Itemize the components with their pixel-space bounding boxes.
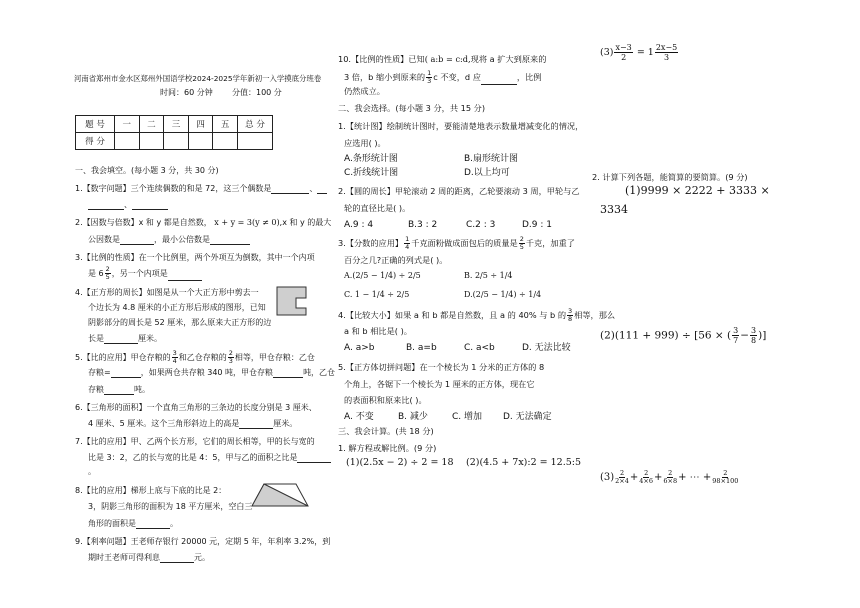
answer-blank[interactable] bbox=[317, 184, 327, 194]
exam-title: 河南省郑州市金水区郑州外国语学校2024-2025学年新初一入学摸底分班卷 bbox=[74, 74, 322, 83]
question-10: 10.【比例的性质】已知( a:b = c:d,现将 a 扩大到原来的 bbox=[338, 54, 547, 64]
answer-blank[interactable] bbox=[271, 184, 309, 194]
choice-question-4: 4.【比较大小】如果 a 和 b 都是自然数，且 a 的 40% 与 b 的 $\frac{3}{8}$ 相等，那么 bbox=[338, 307, 616, 323]
score-cell: 四 bbox=[188, 116, 213, 133]
answer-blank[interactable] bbox=[160, 553, 194, 563]
score-cell: 三 bbox=[164, 116, 189, 133]
score-cell: 总 分 bbox=[238, 116, 273, 133]
choice-question-5: 5.【正方体切拼问题】在一个棱长为 1 分米的正方体的 8 bbox=[338, 362, 545, 372]
question-7: 7.【比的应用】甲、乙两个长方形，它们的周长相等，甲的长与宽的 bbox=[75, 437, 315, 446]
calc-3: (3) $\frac{2}{2\times 4}$ + $\frac{2}{4\times 6}$ + $\frac{2}{6\times 8}$ + ⋯ + $\frac{2}{98\times 100}$ bbox=[600, 469, 739, 485]
answer-blank[interactable] bbox=[104, 334, 138, 344]
score-input[interactable] bbox=[188, 133, 213, 150]
option-a[interactable]: A.(2/5 − 1/4) ÷ 2/5 bbox=[344, 271, 421, 280]
question-6: 6.【三角形的面积】一个直角三角形的三条边的长度分别是 3 厘米、 bbox=[75, 403, 317, 412]
question-4-line: 长是 厘米。 bbox=[88, 334, 162, 343]
choice-question-3: 3.【分数的应用】 $\frac{1}{4}$ 千克面粉做成面包后的质量是 $\frac{2}{5}$ 千克，加重了 bbox=[338, 235, 575, 251]
choice-question-2: 2.【圆的周长】甲轮滚动 2 周的距离，乙轮要滚动 3 周，甲轮与乙 bbox=[338, 186, 580, 196]
answer-blank[interactable] bbox=[136, 519, 170, 529]
equation-heading: 1. 解方程或解比例。(9 分) bbox=[338, 443, 437, 453]
option-c[interactable]: C. a<b bbox=[464, 343, 495, 353]
score-input[interactable] bbox=[115, 133, 140, 150]
question-10-end: 仍然成立。 bbox=[344, 86, 385, 96]
score-cell: 题 号 bbox=[76, 116, 115, 133]
answer-blank[interactable] bbox=[111, 368, 141, 378]
choice-question-2-cont: 轮的直径比是( )。 bbox=[344, 203, 411, 213]
question-8-line: 角形的面积是 。 bbox=[88, 519, 178, 528]
question-5-cont: 存粮= ，如果两仓共存粮 340 吨，甲仓存粮 吨，乙仓 bbox=[88, 368, 336, 377]
question-4-line: 阴影部分的周长是 52 厘米，那么原来大正方形的边 bbox=[88, 318, 272, 327]
exam-score: 分值：100 分 bbox=[232, 88, 282, 97]
answer-blank[interactable] bbox=[297, 453, 331, 463]
score-input[interactable] bbox=[139, 133, 164, 150]
answer-blank[interactable] bbox=[104, 385, 134, 395]
section-heading: 一、我会填空。(每小题 3 分，共 30 分) bbox=[75, 166, 219, 175]
question-2-cont: 公因数是 ，最小公倍数是 bbox=[88, 234, 250, 245]
section-heading: 二、我会选择。(每小题 3 分，共 15 分) bbox=[338, 103, 486, 113]
score-input[interactable] bbox=[238, 133, 273, 150]
question-4: 4.【正方形的周长】如图是从一个大正方形中剪去一 bbox=[75, 288, 259, 297]
score-cell: 二 bbox=[139, 116, 164, 133]
option-c[interactable]: C. 1 − 1/4 ÷ 2/5 bbox=[344, 290, 410, 299]
option-a[interactable]: A.条形统计图 bbox=[344, 154, 398, 164]
question-6-cont: 4 厘米、5 厘米。这个三角形斜边上的高是 厘米。 bbox=[88, 419, 298, 428]
calc-heading: 2. 计算下列各题，能简算的要简算。(9 分) bbox=[592, 172, 748, 182]
question-7-end: 。 bbox=[88, 467, 96, 476]
choice-question-4-cont: a 和 b 相比是( )。 bbox=[344, 326, 412, 336]
option-d[interactable]: D. 无法确定 bbox=[503, 412, 552, 422]
option-c[interactable]: C.2 : 3 bbox=[466, 220, 496, 230]
equation-1: (1)(2.5x − 2) ÷ 2 = 18 bbox=[346, 457, 454, 468]
option-a[interactable]: A. a>b bbox=[344, 343, 375, 353]
question-4-line: 个边长为 4.8 厘米的小正方形后形成的图形，已知 bbox=[88, 303, 266, 312]
option-d[interactable]: D.9 : 1 bbox=[522, 220, 552, 230]
score-cell: 得 分 bbox=[76, 133, 115, 150]
choice-question-3-cont: 百分之几?正确的列式是( )。 bbox=[344, 255, 448, 265]
question-5-cont: 存粮 吨。 bbox=[88, 385, 150, 394]
option-b[interactable]: B.3 : 2 bbox=[408, 220, 438, 230]
option-b[interactable]: B. a=b bbox=[406, 343, 437, 353]
choice-question-5-line: 的表面积和原来比( )。 bbox=[344, 395, 427, 405]
question-5: 5.【比的应用】甲仓存粮的 $\frac{3}{4}$ 和乙仓存粮的 $\frac{2}{3}$ 相等，甲仓存粮：乙仓 bbox=[75, 349, 315, 365]
question-9: 9.【利率问题】王老师存银行 20000 元，定期 5 年，年利率 3.2%，到 bbox=[75, 537, 331, 546]
option-b[interactable]: B.扇形统计图 bbox=[464, 154, 519, 164]
notched-square-figure bbox=[276, 286, 308, 316]
score-cell: 一 bbox=[115, 116, 140, 133]
question-8: 8.【比的应用】梯形上底与下底的比是 2： bbox=[75, 486, 227, 495]
trapezoid-figure bbox=[250, 482, 310, 508]
score-input[interactable] bbox=[213, 133, 238, 150]
question-3: 3.【比例的性质】在一个比例里，两个外项互为倒数，其中一个内项 bbox=[75, 253, 315, 262]
choice-question-5-line: 个角上，各锯下一个棱长为 1 厘米的正方体，现在它 bbox=[344, 379, 535, 389]
calc-2: (2)(111 + 999) ÷ [56 × ( $\frac{3}{7}$ − $\frac{3}{8}$ )] bbox=[600, 326, 767, 345]
equation-3: (3) $\frac{x-3}{2}$ = 1 $\frac{2x-5}{3}$ bbox=[600, 43, 678, 62]
question-8-line: 3，阴影三角形的面积为 18 平方厘米，空白三 bbox=[88, 502, 253, 511]
option-a[interactable]: A.9 : 4 bbox=[344, 220, 374, 230]
option-b[interactable]: B. 减少 bbox=[398, 412, 428, 422]
answer-blank[interactable] bbox=[120, 235, 154, 245]
score-cell: 五 bbox=[213, 116, 238, 133]
option-c[interactable]: C.折线统计图 bbox=[344, 168, 399, 178]
score-input[interactable] bbox=[164, 133, 189, 150]
option-a[interactable]: A. 不变 bbox=[344, 412, 374, 422]
question-1-cont: 、 bbox=[88, 199, 168, 210]
answer-blank[interactable] bbox=[210, 235, 250, 245]
answer-blank[interactable] bbox=[132, 200, 168, 210]
answer-blank[interactable] bbox=[239, 419, 273, 429]
question-10-cont: 3 倍，b 缩小到原来的 $\frac{1}{3}$ c 不变，d 应 ，比例 bbox=[344, 69, 542, 85]
question-1: 1.【数字问题】三个连续偶数的和是 72，这三个偶数是 、 bbox=[75, 183, 327, 194]
option-c[interactable]: C. 增加 bbox=[452, 412, 483, 422]
calc-1: (1)9999 × 2222 + 3333 × bbox=[625, 184, 770, 197]
question-3-cont: 是 6 $\frac{2}{5}$ ，另一个内项是 bbox=[88, 266, 202, 281]
choice-question-1-cont: 应选用( )。 bbox=[344, 138, 386, 148]
calc-1-cont: 3334 bbox=[600, 203, 628, 216]
question-7-cont: 比是 3：2，乙的长与宽的比是 4：5，甲与乙的面积之比是 bbox=[88, 452, 331, 463]
question-2: 2.【因数与倍数】x 和 y 都是自然数， x + y = 3(y ≠ 0),x 和 y 的最大 bbox=[75, 218, 332, 227]
option-d[interactable]: D. 无法比较 bbox=[522, 343, 571, 353]
option-d[interactable]: D.以上均可 bbox=[464, 168, 510, 178]
equation-2: (2)(4.5 + 7x):2 = 12.5:5 bbox=[466, 457, 582, 468]
option-d[interactable]: D.(2/5 − 1/4) ÷ 1/4 bbox=[464, 290, 542, 299]
option-b[interactable]: B. 2/5 ÷ 1/4 bbox=[464, 271, 513, 280]
question-9-cont: 期时王老师可得利息 元。 bbox=[88, 553, 210, 562]
section-heading: 三、我会计算。(共 18 分) bbox=[338, 426, 434, 436]
answer-blank[interactable] bbox=[273, 368, 303, 378]
answer-blank[interactable] bbox=[88, 200, 124, 210]
score-table bbox=[75, 115, 273, 150]
answer-blank[interactable] bbox=[481, 75, 517, 85]
exam-time: 时间：60 分钟 bbox=[160, 88, 213, 97]
choice-question-1: 1.【统计图】绘制统计图时，要能清楚地表示数量增减变化的情况， bbox=[338, 121, 584, 131]
answer-blank[interactable] bbox=[168, 271, 202, 281]
